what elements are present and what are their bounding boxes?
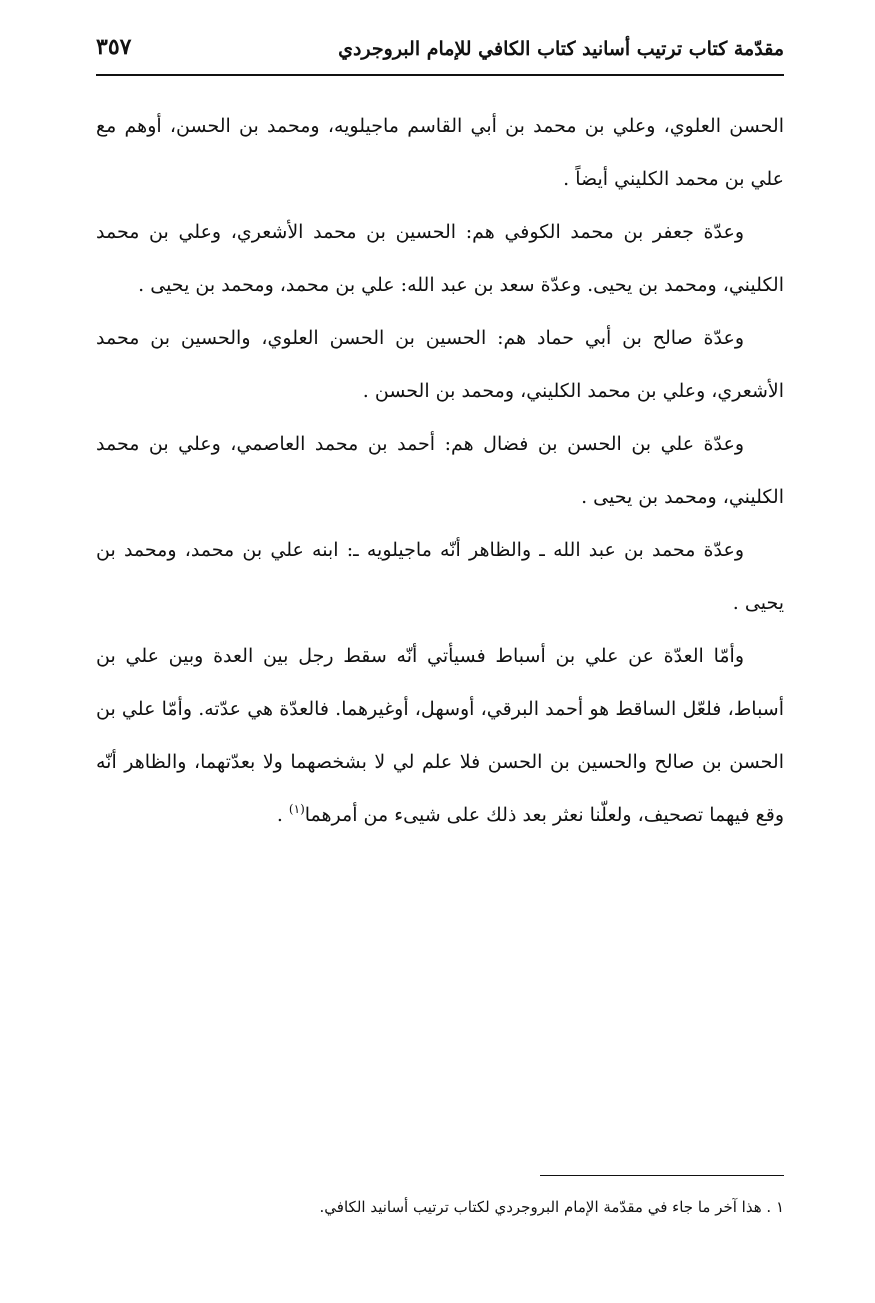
footnote: ١ . هذا آخر ما جاء في مقدّمة الإمام البروجردي لكتاب ترتيب أسانيد الكافي. (319, 1198, 784, 1216)
footnote-reference[interactable]: (١) (288, 802, 305, 816)
paragraph-text: وأمّا العدّة عن علي بن أسباط فسيأتي أنّه سقط رجل بين العدة وبين علي بن أسباط، فلعّل الساقط هو أحمد البرقي، أوسهل، أوغيرهما. فالعدّة هي عدّته. وأمّا علي بن الحسن بن صالح والحسين بن الحسن فلا علم لي لا بشخصهما ولا بعدّتهما، والظاهر أنّه وقع فيهما تصحيف، ولعلّنا نعثر بعد ذلك على شيىء من أمرهما (96, 645, 784, 826)
header-rule (96, 74, 784, 76)
paragraph: وعدّة جعفر بن محمد الكوفي هم: الحسين بن محمد الأشعري، وعلي بن محمد الكليني، ومحمد بن يحيى. وعدّة سعد بن عبد الله: علي بن محمد، ومحمد بن يحيى . (96, 221, 784, 296)
page-header (96, 28, 784, 74)
paragraph-with-footnote (96, 630, 784, 842)
page-number: ٣٥٧ (96, 34, 132, 60)
body-text (96, 100, 784, 842)
paragraph: وعدّة محمد بن عبد الله ـ والظاهر أنّه ماجيلويه ـ: ابنه علي بن محمد، ومحمد بن يحيى . (96, 539, 784, 614)
paragraph: الحسن العلوي، وعلي بن محمد بن أبي القاسم ماجيلويه، ومحمد بن الحسن، أوهم مع علي بن محمد الكليني أيضاً . (96, 115, 784, 190)
paragraph-end: . (276, 804, 289, 826)
paragraph: وعدّة صالح بن أبي حماد هم: الحسين بن الحسن العلوي، والحسين بن محمد الأشعري، وعلي بن محمد الكليني، ومحمد بن الحسن . (96, 327, 784, 402)
footnote-rule (540, 1175, 784, 1176)
running-title: مقدّمة كتاب ترتيب أسانيد كتاب الكافي للإمام البروجردي (338, 38, 784, 60)
paragraph: وعدّة علي بن الحسن بن فضال هم: أحمد بن محمد العاصمي، وعلي بن محمد الكليني، ومحمد بن يحيى . (96, 433, 784, 508)
